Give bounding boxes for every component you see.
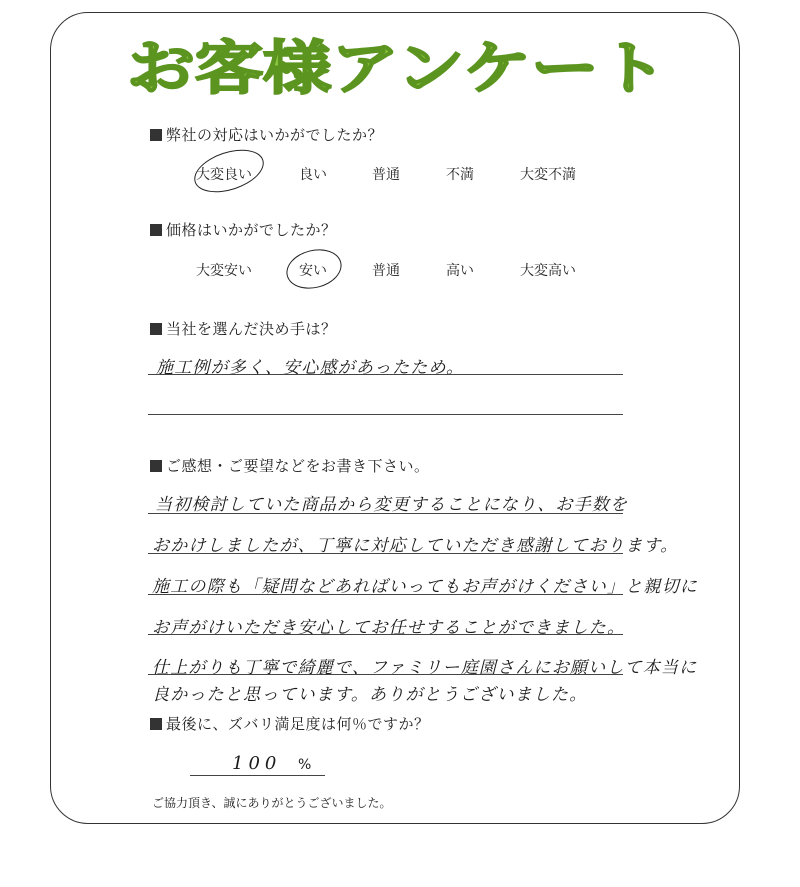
question-2 (150, 219, 337, 240)
square-bullet-icon (150, 718, 162, 730)
answer-line (148, 374, 623, 375)
question-4-label: ご感想・ご要望などをお書き下さい。 (166, 457, 430, 475)
q4-handwritten-line-2: おかけしましたが、丁寧に対応していただき感謝しております。 (152, 536, 679, 556)
q2-option-4[interactable]: 高い (446, 263, 474, 279)
answer-line (148, 513, 623, 514)
square-bullet-icon (150, 323, 162, 335)
question-5-label: 最後に、ズバリ満足度は何％ですか？ (166, 715, 430, 733)
question-1 (150, 124, 383, 145)
square-bullet-icon (150, 129, 162, 141)
question-5 (150, 713, 430, 734)
q4-handwritten-line-3: 施工の際も「疑問などあればいってもお声がけください」と親切に (152, 577, 698, 597)
answer-line (148, 414, 623, 415)
question-3-label: 当社を選んだ決め手は？ (166, 320, 337, 338)
q1-option-3[interactable]: 普通 (372, 167, 400, 183)
q2-option-2[interactable]: 安い (299, 263, 327, 279)
q5-handwritten-answer: 100 (232, 753, 282, 774)
thank-you-message: ご協力頂き、誠にありがとうございました。 (152, 796, 392, 810)
q2-option-5[interactable]: 大変高い (520, 263, 576, 279)
survey-title (125, 30, 670, 102)
answer-line (190, 775, 325, 776)
q4-handwritten-line-6: 良かったと思っています。ありがとうございました。 (152, 685, 588, 705)
question-4 (150, 455, 430, 476)
percent-unit: % (298, 757, 312, 773)
q2-option-1[interactable]: 大変安い (196, 263, 252, 279)
title-outline-text: お客様アンケート (127, 34, 667, 102)
q3-handwritten-answer: 施工例が多く、安心感があったため。 (156, 358, 465, 378)
q4-handwritten-line-5: 仕上がりも丁寧で綺麗で、ファミリー庭園さんにお願いして本当に (152, 658, 698, 678)
answer-line (148, 674, 623, 675)
question-1-label: 弊社の対応はいかがでしたか？ (166, 126, 384, 144)
answer-line (148, 634, 623, 635)
square-bullet-icon (150, 224, 162, 236)
q1-option-5[interactable]: 大変不満 (520, 167, 576, 183)
q2-option-3[interactable]: 普通 (372, 263, 400, 279)
q1-option-2[interactable]: 良い (299, 167, 327, 183)
answer-line (148, 553, 623, 554)
square-bullet-icon (150, 460, 162, 472)
q1-option-4[interactable]: 不満 (446, 167, 474, 183)
q4-handwritten-line-4: お声がけいただき安心してお任せすることができました。 (152, 618, 626, 638)
answer-line (148, 594, 623, 595)
q1-option-1[interactable]: 大変良い (196, 167, 252, 183)
q4-handwritten-line-1: 当初検討していた商品から変更することになり、お手数を (155, 495, 629, 515)
question-3 (150, 318, 337, 339)
question-2-label: 価格はいかがでしたか？ (166, 221, 337, 239)
